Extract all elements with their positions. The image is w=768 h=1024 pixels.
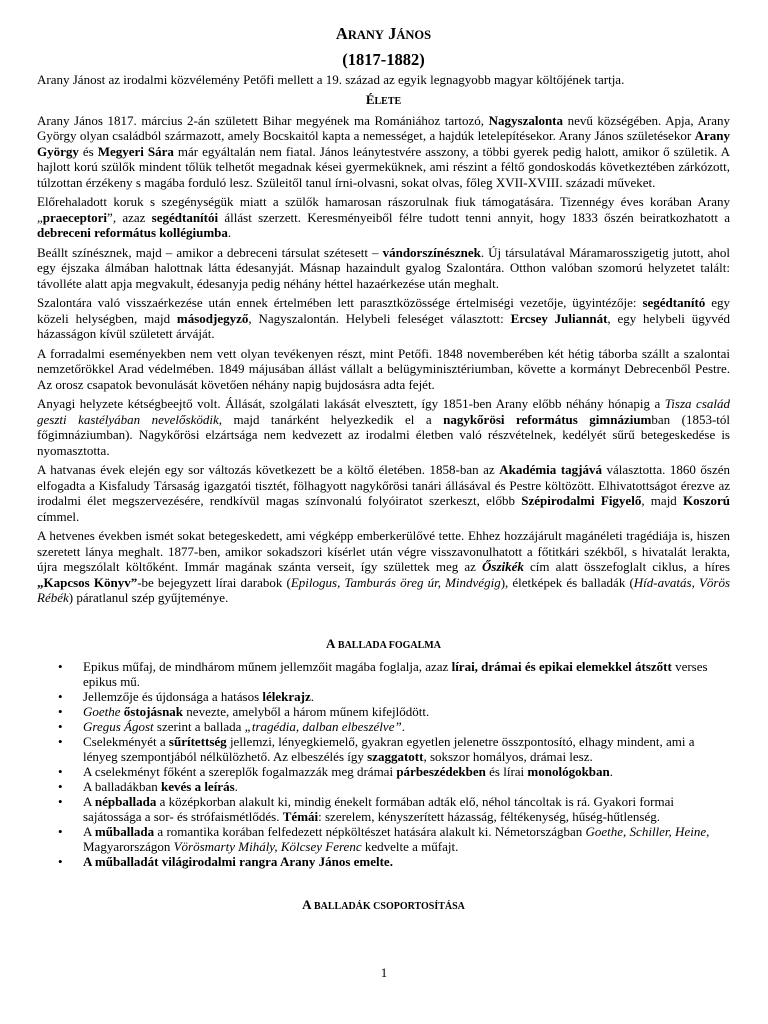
list-item — [37, 824, 730, 854]
paragraph — [37, 194, 730, 241]
text-run: választotta. 1860 őszén elfogadta a Kisfaludy Társaság igazgatói tisztét, fölhagyott nagykőrösi tanári állásával és Pestre költözött. Elhivatottságot érezve az irodalmi élet megszervezésére, rendkívül magas színvonalú folyóiratot szerkeszt, előbb — [37, 462, 731, 508]
text-run: vándorszínésznek — [382, 244, 481, 260]
text-run: lírai, drámai és epikai elemekkel átszőtt — [451, 658, 672, 674]
text-run: már egyáltalán nem fiatal. János leánytestvére asszony, a többi gyerek pedig halott, amikor ő születik. A hajlott korú szülők mindent tőlük telhetőt megadnak kései gyermeküknek, ami részint a féltő gondoskodás következtében zárkózott, túlzottan érzékeny s magába forduló lesz. Szüleitől tanul írni-olvasni, sokat olvas, főleg XVII-XVIII. századi műveket. — [37, 143, 730, 190]
text-run: verses epikus mű. — [83, 658, 708, 689]
list-item — [37, 794, 730, 824]
text-run: Akadémia tagjává — [499, 462, 602, 477]
bullet-icon: • — [58, 703, 63, 719]
text-run: Vörösmarty Mihály, Kölcsey Ferenc — [173, 838, 362, 854]
text-run: egy közeli helységben, majd — [37, 295, 730, 326]
text-run: címmel. — [37, 508, 80, 524]
text-run: Előrehaladott koruk s szegénységük miatt a szülők hamarosan rászorulnak fiuk támogatására. Tizennégy éves korában Arany „ — [37, 194, 730, 225]
text-run: Anyagi helyzete kétségbeejtő volt. Állását, szolgálati lakását elvesztett, így 1851-ben Arany előbb néhány hónapig a — [37, 396, 665, 411]
text-run: műballada — [94, 823, 155, 839]
text-run: Őszikék — [482, 559, 524, 574]
text-run: . Új társulatával Máramarosszigetig jutott, ahol egy éjszaka álmában halottnak látta édesanyját. Másnap hazaindult gyalog Szalontára. Otthon valóban szomorú helyzetet talált: távolléte alatt apja megvakult, édesanyja pedig néhány héttel hazaérkezése után meghalt. — [37, 244, 730, 291]
text-run: nagykőrösi református gimnázium — [443, 411, 652, 427]
biography-paragraphs — [37, 113, 730, 606]
paragraph — [37, 245, 730, 292]
list-item — [37, 689, 730, 704]
text-run: Ercsey Juliannát — [510, 310, 608, 326]
text-run: és lírai — [485, 763, 528, 779]
heading-initial: É — [365, 91, 375, 107]
text-run: Megyeri Sára — [97, 143, 174, 159]
text-run: jellemzi, lényegkiemelő, gyakran egyetlen jelenetre összpontosító, elhagy mindent, ami a lényeg szempontjából nélkülözhető. Az elbeszélés így — [83, 733, 695, 764]
text-run: „Kapcsos Könyv” — [37, 574, 138, 590]
text-run: , Nagyszalontán. Helybeli feleséget választott: — [248, 310, 511, 326]
bullet-icon: • — [58, 763, 63, 779]
bullet-icon: • — [58, 793, 63, 809]
title-smallcaps: RANY — [347, 28, 384, 42]
text-run: A hetvenes években ismét sokat betegeskedett, ami végképp emberkerülővé tette. Ehhez hozzájárult magánéleti tragédiája is, hiszen szeretett lánya meghalt. 1877-ben, amikor sokadszori kísérlet után végre visszavonulhatott a főtitkári székből, s hivatalát lerakta, újra megszólalt költőként. Immár magának szánta verseit, így születtek meg az — [37, 528, 730, 574]
text-run: népballada — [94, 793, 157, 809]
ballada-bullet-list — [37, 659, 730, 869]
text-run: . — [401, 718, 405, 734]
paragraph — [37, 396, 730, 458]
list-item — [37, 764, 730, 779]
text-run: Arany János 1817. március 2-án született Bihar megyének ma Romániához tartozó, — [37, 112, 489, 128]
text-run: szerint a ballada — [153, 718, 245, 734]
heading-smallcaps: BALLADÁK CSOPORTOSÍTÁSA — [311, 900, 465, 912]
heading-initial: A — [326, 635, 336, 651]
heading-initial: A — [302, 896, 312, 912]
list-item — [37, 734, 730, 764]
text-run: kevés a leírás — [160, 778, 235, 794]
text-run: praeceptori — [42, 209, 108, 225]
text-run: . — [234, 778, 238, 794]
title-initial: A — [335, 24, 348, 43]
text-run: debreceni református kollégiumba — [37, 225, 228, 240]
text-run: ”, azaz — [107, 209, 152, 225]
text-run: Arany György — [37, 128, 730, 159]
title-smallcaps: ÁNOS — [396, 28, 432, 42]
text-run: a romantika korában felfedezett népköltészet hatására alakult ki. Németországban — [154, 823, 586, 839]
text-run: Jellemzője és újdonsága a hatásos — [83, 688, 263, 704]
text-run: A — [83, 793, 95, 809]
text-run: , Magyarországon — [83, 823, 710, 854]
text-run: másodjegyző — [176, 310, 249, 326]
text-run: A műballadát világirodalmi rangra Arany János emelte. — [83, 853, 393, 869]
text-run: Cselekményét a — [83, 733, 169, 749]
text-run: . — [609, 763, 614, 779]
section-heading-ballada-fogalma — [37, 636, 730, 653]
list-item — [37, 719, 730, 734]
text-run: nevezte, amelyből a három műnem kifejlődött. — [183, 703, 430, 719]
text-run: monológokban — [527, 763, 610, 779]
paragraph — [37, 346, 730, 393]
text-run: nevű községében. Apja, Arany György olyan családból származott, amely Bocskaitól kapta a nemességet, a hajdúk letelepítésekor. Arany János születésekor — [37, 112, 730, 143]
text-run: : szerelem, kényszerített házasság, féltékenység, hűség-hűtlenség. — [318, 808, 660, 824]
bullet-icon: • — [58, 733, 63, 749]
text-run: A — [83, 823, 95, 839]
text-run: Tisza család geszti kastélyában nevelősködik — [37, 396, 730, 427]
bullet-icon: • — [58, 853, 63, 869]
text-run: szaggatott — [367, 748, 424, 764]
text-run: ban (1853-tól főgimnáziumban). Nagykőrösi elzártsága nem kedvezett az irodalmi életben való részvételnek, kedélyét sűrű betegeskedése is nyomasztotta. — [37, 411, 731, 458]
text-run: , majd tanárként helyezkedik el a — [218, 411, 444, 427]
paragraph — [37, 295, 730, 342]
page-number: 1 — [380, 965, 388, 980]
text-run: A forradalmi eseményekben nem vett olyan tevékenyen részt, mint Petőfi. 1848 novemberében két hétig táborba szállt a szalontai nemzetőrökkel Arad védelmében. 1849 májusában állást vállalt a belügyminisztériumban, követte a kormányt Debrecenből Pestre. Az orosz csapatok bevonulását követően néhány napig bujdosásra adta fejét. — [37, 345, 730, 392]
bullet-icon: • — [58, 823, 63, 839]
text-run: Epilogus, Tamburás öreg úr, Mindvégig — [290, 574, 501, 590]
text-run: Szépirodalmi Figyelő — [521, 493, 642, 508]
text-run: Híd-avatás, Vörös Rébék — [37, 574, 731, 605]
list-item — [37, 779, 730, 794]
paragraph — [37, 528, 730, 606]
text-run: „tragédia, dalban elbeszélve” — [244, 718, 402, 734]
bullet-icon: • — [58, 718, 63, 734]
list-item — [37, 659, 730, 689]
text-run: Gregus Ágost — [83, 718, 154, 734]
text-run: Szalontára való visszaérkezése után ennek értelmében lett parasztközössége értelmiségi vezetője, ügyintézője: — [37, 295, 643, 310]
text-run: -be bejegyzett lírai darabok ( — [137, 574, 291, 590]
text-run: segédtanítói — [151, 209, 219, 225]
text-run: , egy helybeli ügyvéd házasságon kívül született árváját. — [37, 310, 730, 341]
text-run: A hatvanas évek elején egy sor változás következett be a költő életében. 1858-ban az — [37, 462, 500, 477]
text-run: , sokszor homályos, drámai lesz. — [423, 748, 593, 764]
section-heading-balladak-csoportositasa — [37, 897, 730, 914]
text-run: Nagyszalonta — [488, 112, 564, 128]
text-run: , majd — [641, 493, 684, 508]
text-run: cím alatt összefoglalt ciklus, a híres — [523, 559, 730, 574]
list-item — [37, 854, 730, 869]
text-run: a középkorban alakult ki, mindig énekelt formában adták elő, néhol táncoltak is rá. Gyakori formai sajátossága a sor- és strófaismétlődés. — [83, 793, 675, 824]
bullet-icon: • — [58, 778, 63, 794]
text-run: őstojásnak — [123, 703, 184, 719]
text-run: állást szerzett. Keresményeiből félre tudott tenni annyit, hogy 1833 őszén beiratkozhatott a — [218, 209, 730, 225]
bullet-icon: • — [58, 688, 63, 704]
text-run: és — [78, 143, 98, 159]
heading-smallcaps: LETE — [374, 95, 402, 107]
text-run: . — [310, 688, 315, 704]
text-run: . — [227, 225, 232, 240]
text-run: lélekrajz — [262, 688, 311, 704]
text-run: párbeszédekben — [396, 763, 486, 779]
page-subtitle-years: (1817-1882) — [342, 50, 425, 69]
text-run: Epikus műfaj, de mindhárom műnem jellemzőit magába foglalja, azaz — [83, 658, 452, 674]
intro-text: Arany Jánost az irodalmi közvélemény Petőfi mellett a 19. század az egyik legnagyobb magyar költőjének tartja. — [37, 72, 625, 87]
text-run: Koszorú — [683, 493, 730, 508]
list-item — [37, 704, 730, 719]
text-run: Goethe, Schiller, Heine — [585, 823, 707, 839]
text-run: A cselekményt főként a szereplők fogalmazzák meg drámai — [83, 763, 397, 779]
text-run: sűrítettség — [168, 733, 227, 749]
text-run: segédtanító — [642, 295, 706, 310]
text-run: Goethe — [83, 703, 121, 719]
paragraph — [37, 462, 730, 524]
heading-smallcaps: BALLADA FOGALMA — [335, 639, 441, 651]
text-run: Témái — [282, 808, 319, 824]
document-body — [37, 24, 730, 914]
text-run: kedvelte a műfajt. — [361, 838, 459, 854]
paragraph — [37, 113, 730, 191]
title-initial: J — [388, 24, 397, 43]
text-run: ) páratlanul szép gyűjteménye. — [68, 590, 229, 605]
bullet-icon: • — [58, 658, 63, 674]
text-run: A balladákban — [83, 778, 161, 794]
section-heading-elete — [37, 92, 730, 109]
text-run: ), életképek és balladák ( — [500, 574, 634, 590]
page-title — [37, 24, 730, 45]
text-run: Beállt színésznek, majd – amikor a debreceni társulat szétesett – — [37, 244, 383, 260]
text-run — [482, 559, 524, 574]
